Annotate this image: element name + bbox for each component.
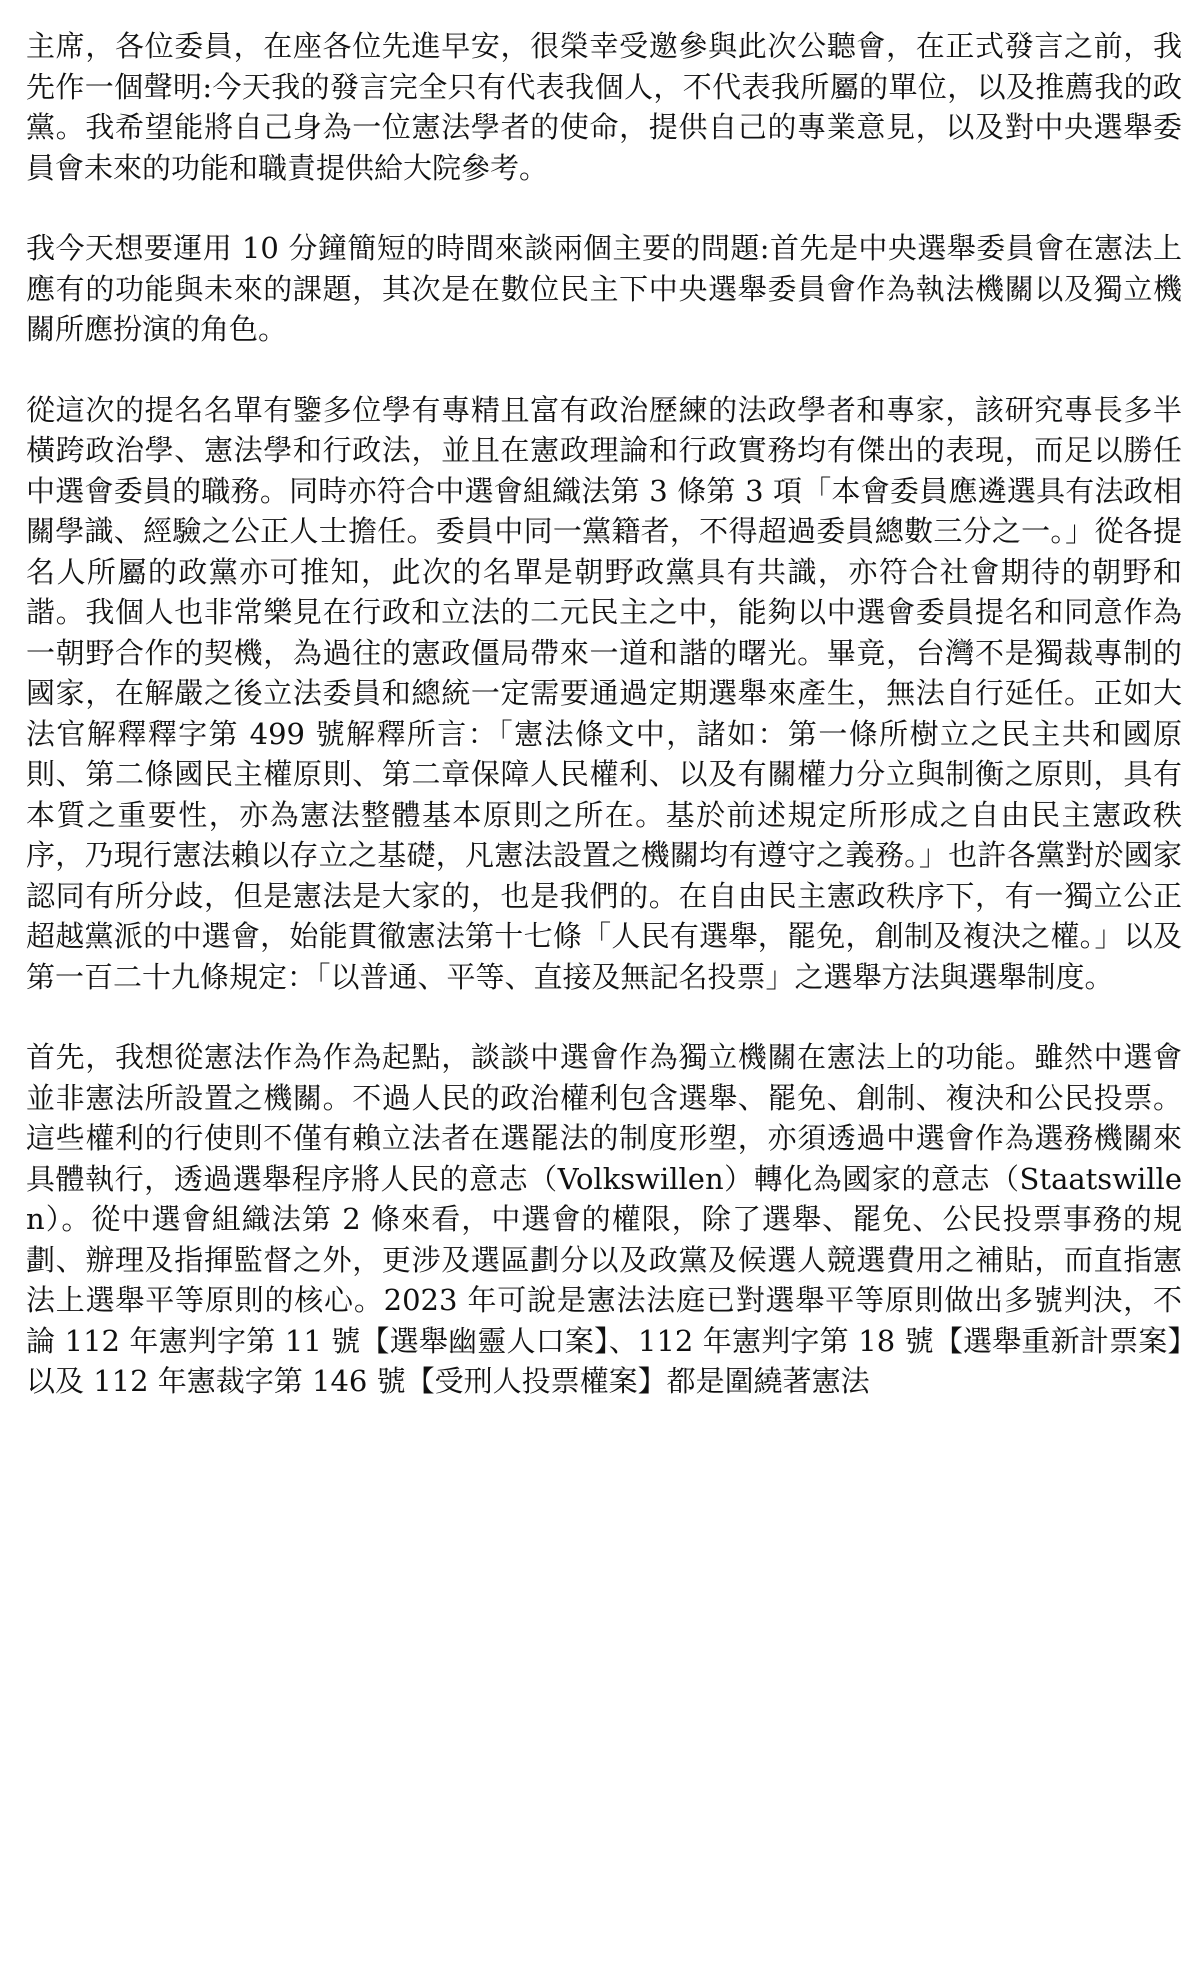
paragraph-opening-statement: 主席，各位委員，在座各位先進早安，很榮幸受邀參與此次公聽會，在正式發言之前，我先作一個聲明:今天我的發言完全只有代表我個人，不代表我所屬的單位，以及推薦我的政黨。我希望能將自己身為一位憲法學者的使命，提供自己的專業意見，以及對中央選舉委員會未來的功能和職責提供給大院參考。 — [26, 29, 1182, 185]
paragraph-constitutional-function: 首先，我想從憲法作為作為起點，談談中選會作為獨立機關在憲法上的功能。雖然中選會並非憲法所設置之機關。不過人民的政治權利包含選舉、罷免、創制、複決和公民投票。這些權利的行使則不僅有賴立法者在選罷法的制度形塑，亦須透過中選會作為選務機關來具體執行，透過選舉程序將人民的意志（Volkswillen）轉化為國家的意志（Staatswillen）。從中選會組織法第 2 條來看，中選會的權限，除了選舉、罷免、公民投票事務的規劃、辦理及指揮監督之外，更涉及選區劃分以及政黨及候選人競選費用之補貼，而直指憲法上選舉平等原則的核心。2023 年可說是憲法法庭已對選舉平等原則做出多號判決，不論 112 年憲判字第 11 號【選舉幽靈人口案】、112 年憲判字第 18 號【選舉重新計票案】以及 112 年憲裁字第 146 號【受刑人投票權案】都是圍繞著憲法 — [26, 1040, 1182, 1398]
document-page — [26, 26, 1182, 1402]
paragraph-topics-overview: 我今天想要運用 10 分鐘簡短的時間來談兩個主要的問題:首先是中央選舉委員會在憲法上應有的功能與未來的課題，其次是在數位民主下中央選舉委員會作為執法機關以及獨立機關所應扮演的角色。 — [26, 231, 1182, 346]
paragraph-nomination-list: 從這次的提名名單有鑒多位學有專精且富有政治歷練的法政學者和專家，該研究專長多半橫跨政治學、憲法學和行政法，並且在憲政理論和行政實務均有傑出的表現，而足以勝任中選會委員的職務。同時亦符合中選會組織法第 3 條第 3 項「本會委員應遴選具有法政相關學識、經驗之公正人士擔任。委員中同一黨籍者，不得超過委員總數三分之一。」從各提名人所屬的政黨亦可推知，此次的名單是朝野政黨具有共識，亦符合社會期待的朝野和諧。我個人也非常樂見在行政和立法的二元民主之中，能夠以中選會委員提名和同意作為一朝野合作的契機，為過往的憲政僵局帶來一道和諧的曙光。畢竟，台灣不是獨裁專制的國家，在解嚴之後立法委員和總統一定需要通過定期選舉來產生，無法自行延任。正如大法官解釋釋字第 499 號解釋所言：「憲法條文中，諸如：第一條所樹立之民主共和國原則、第二條國民主權原則、第二章保障人民權利、以及有關權力分立與制衡之原則，具有本質之重要性，亦為憲法整體基本原則之所在。基於前述規定所形成之自由民主憲政秩序，乃現行憲法賴以存立之基礎，凡憲法設置之機關均有遵守之義務。」也許各黨對於國家認同有所分歧，但是憲法是大家的，也是我們的。在自由民主憲政秩序下，有一獨立公正超越黨派的中選會，始能貫徹憲法第十七條「人民有選舉，罷免，創制及複決之權。」以及第一百二十九條規定：「以普通、平等、直接及無記名投票」之選舉方法與選舉制度。 — [26, 392, 1182, 994]
